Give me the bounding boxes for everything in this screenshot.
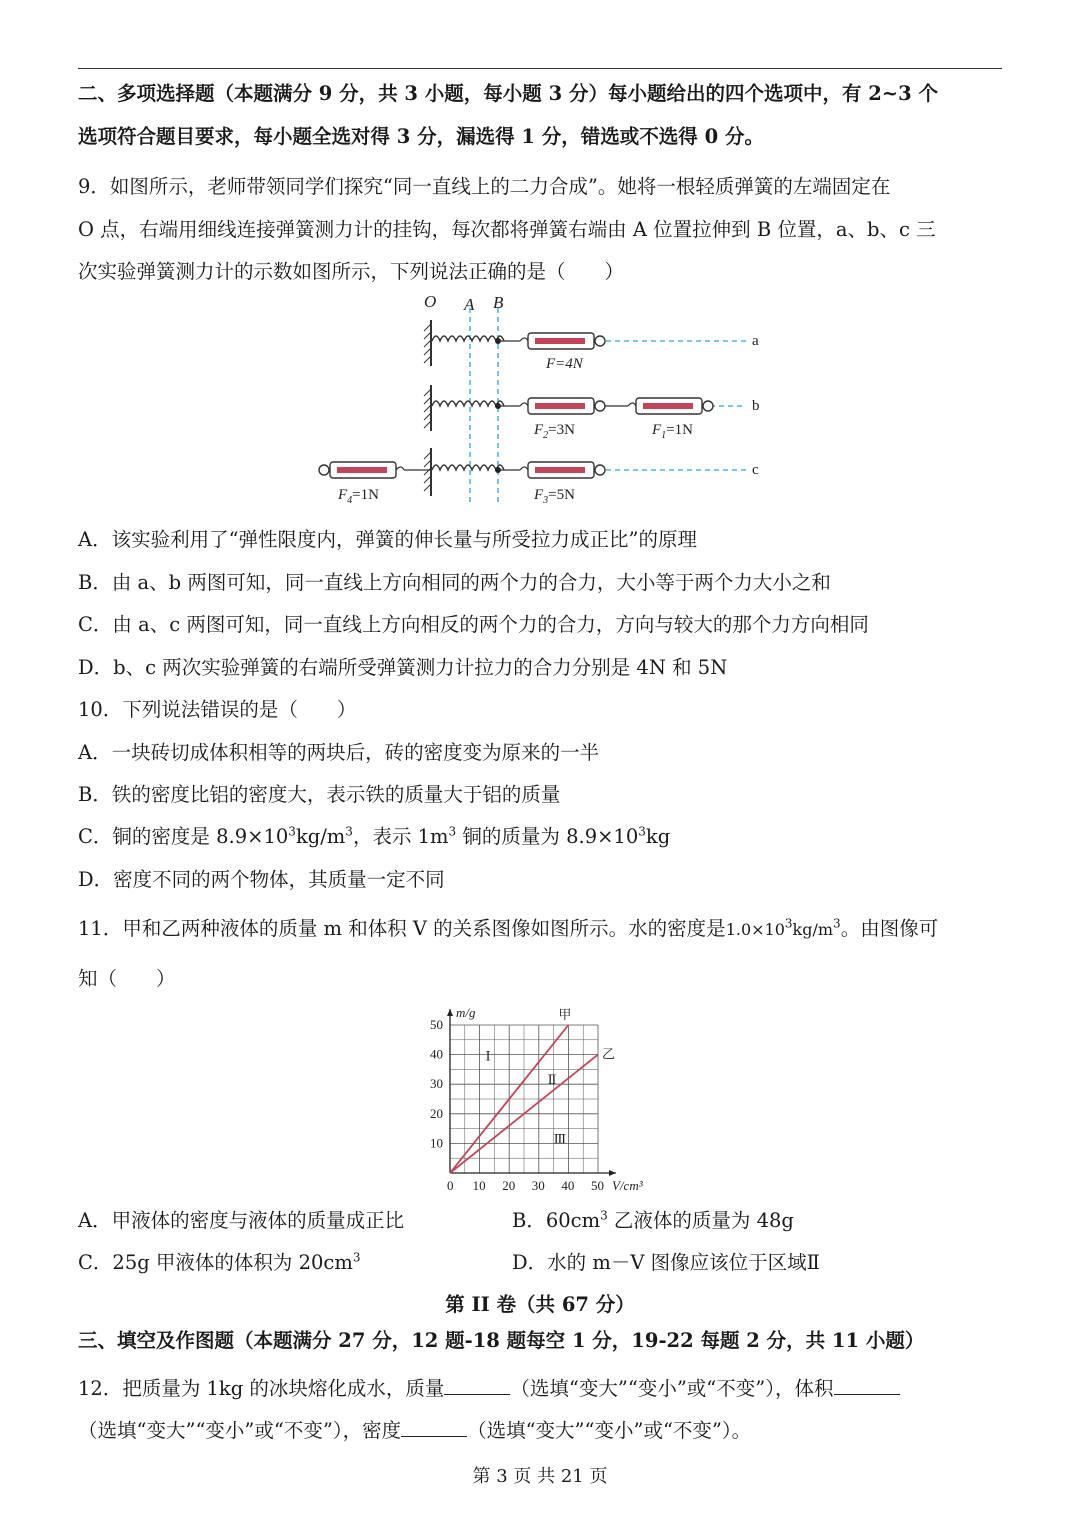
- part2-title: 第 II 卷（共 67 分）: [445, 1293, 635, 1316]
- q10-option-a: A．一块砖切成体积相等的两块后，砖的密度变为原来的一半: [78, 741, 600, 764]
- top-rule: [78, 68, 1002, 69]
- row-c: [319, 448, 759, 506]
- x-axis-arrow: [609, 1170, 616, 1176]
- force-a-label: F=4N: [546, 356, 583, 372]
- q11-mass-volume-chart: [418, 997, 658, 1191]
- force-F3-label: $F_3=5N$: [534, 487, 575, 506]
- label-O: O: [424, 292, 437, 311]
- q11-option-d: D．水的 m－V 图像应该位于区域Ⅱ: [512, 1251, 820, 1274]
- q9-stem-line3: 次实验弹簧测力计的示数如图所示，下列说法正确的是（ ）: [78, 260, 625, 283]
- q11-stem-line2: 知（ ）: [78, 967, 176, 990]
- q9-spring-figure: [310, 288, 780, 510]
- q10-stem: 10．下列说法错误的是（ ）: [78, 698, 357, 721]
- section2-header-line2: 选项符合题目要求，每小题全选对得 3 分，漏选得 1 分，错选或不选得 0 分。: [78, 125, 764, 148]
- q12-blank-density[interactable]: [401, 1418, 467, 1437]
- q12-blank-mass[interactable]: [444, 1376, 510, 1395]
- y-tick-label: 30: [430, 1076, 443, 1092]
- q12-blank-volume[interactable]: [834, 1376, 900, 1395]
- row-c-label: c: [752, 462, 759, 478]
- row-a: [424, 320, 759, 372]
- q10-option-c: C．铜的密度是 $8.9\times 10^3kg/m^3$，表示 $1m^3$ 铜的质量为 $8.9\times 10^3kg$: [78, 824, 671, 848]
- label-A: A: [464, 295, 475, 314]
- q11-option-c: C．25g 甲液体的体积为 $20cm^3$: [78, 1250, 361, 1274]
- row-a-label: a: [752, 333, 759, 349]
- x-tick-label: 50: [591, 1178, 604, 1191]
- series-label: 乙: [602, 1047, 616, 1063]
- q9-option-d: D．b、c 两次实验弹簧的右端所受弹簧测力计拉力的合力分别是 4N 和 5N: [78, 656, 728, 679]
- x-tick-label: 40: [561, 1178, 575, 1191]
- y-axis-label: m/g: [456, 1005, 476, 1020]
- q9-option-a: A．该实验利用了“弹性限度内，弹簧的伸长量与所受拉力成正比”的原理: [78, 528, 698, 551]
- x-tick-label: 0: [447, 1178, 454, 1191]
- row-b: [424, 385, 760, 441]
- y-tick-label: 20: [430, 1105, 443, 1121]
- series-label: 甲: [558, 1008, 572, 1023]
- force-F1-label: $F_1=1N$: [652, 422, 693, 441]
- x-tick-label: 10: [472, 1178, 486, 1191]
- q11-option-a: A．甲液体的密度与液体的质量成正比: [78, 1209, 405, 1232]
- q9-stem-line1: 9．如图所示，老师带领同学们探究“同一直线上的二力合成”。她将一根轻质弹簧的左端固定在: [78, 175, 891, 198]
- force-F2-label: $F_2=3N$: [534, 422, 575, 441]
- label-B: B: [493, 293, 504, 312]
- section3-header: 三、填空及作图题（本题满分 27 分，12 题-18 题每空 1 分，19-22 每题 2 分，共 11 小题）: [78, 1329, 925, 1352]
- page-footer: 第 3 页 共 21 页: [472, 1466, 608, 1487]
- q12-line2: （选填“变大”“变小”或“不变”），密度 （选填“变大”“变小”或“不变”）。: [78, 1419, 752, 1442]
- x-tick-label: 30: [531, 1178, 545, 1191]
- y-axis-arrow: [447, 1009, 453, 1016]
- y-tick-label: 40: [430, 1046, 443, 1062]
- y-tick-label: 10: [430, 1135, 443, 1151]
- q9-stem-line2: O 点，右端用细线连接弹簧测力计的挂钩，每次都将弹簧右端由 A 位置拉伸到 B 位置，a、b、c 三: [78, 218, 936, 241]
- section2-header-line1: 二、多项选择题（本题满分 9 分，共 3 小题，每小题 3 分）每小题给出的四个选项中，有 2~3 个: [78, 82, 938, 105]
- q9-option-b: B．由 a、b 两图可知，同一直线上方向相同的两个力的合力，大小等于两个力大小之和: [78, 571, 831, 594]
- q10-option-d: D．密度不同的两个物体，其质量一定不同: [78, 868, 445, 891]
- region-label: Ⅲ: [553, 1132, 567, 1148]
- q10-option-b: B．铁的密度比铝的密度大，表示铁的质量大于铝的质量: [78, 783, 561, 806]
- q11-option-b: B．$60cm^3$ 乙液体的质量为 48g: [512, 1208, 794, 1232]
- x-axis-label: V/cm³: [612, 1178, 643, 1191]
- row-b-label: b: [752, 398, 760, 414]
- region-label: Ⅱ: [547, 1073, 557, 1089]
- q12-line1: 12．把质量为 1kg 的冰块熔化成水，质量 （选填“变大”“变小”或“不变”），体积: [78, 1373, 1008, 1401]
- force-F4-label: $F_4=1N$: [338, 487, 379, 506]
- region-label: Ⅰ: [485, 1049, 491, 1065]
- q11-stem-line1: 11．甲和乙两种液体的质量 m 和体积 V 的关系图像如图所示。水的密度是$1.0\times 10^3kg/m^3$。由图像可: [78, 916, 939, 940]
- q9-option-c: C．由 a、c 两图可知，同一直线上方向相反的两个力的合力，方向与较大的那个力方向相同: [78, 613, 869, 636]
- y-tick-label: 50: [430, 1017, 443, 1032]
- x-tick-label: 20: [502, 1178, 516, 1191]
